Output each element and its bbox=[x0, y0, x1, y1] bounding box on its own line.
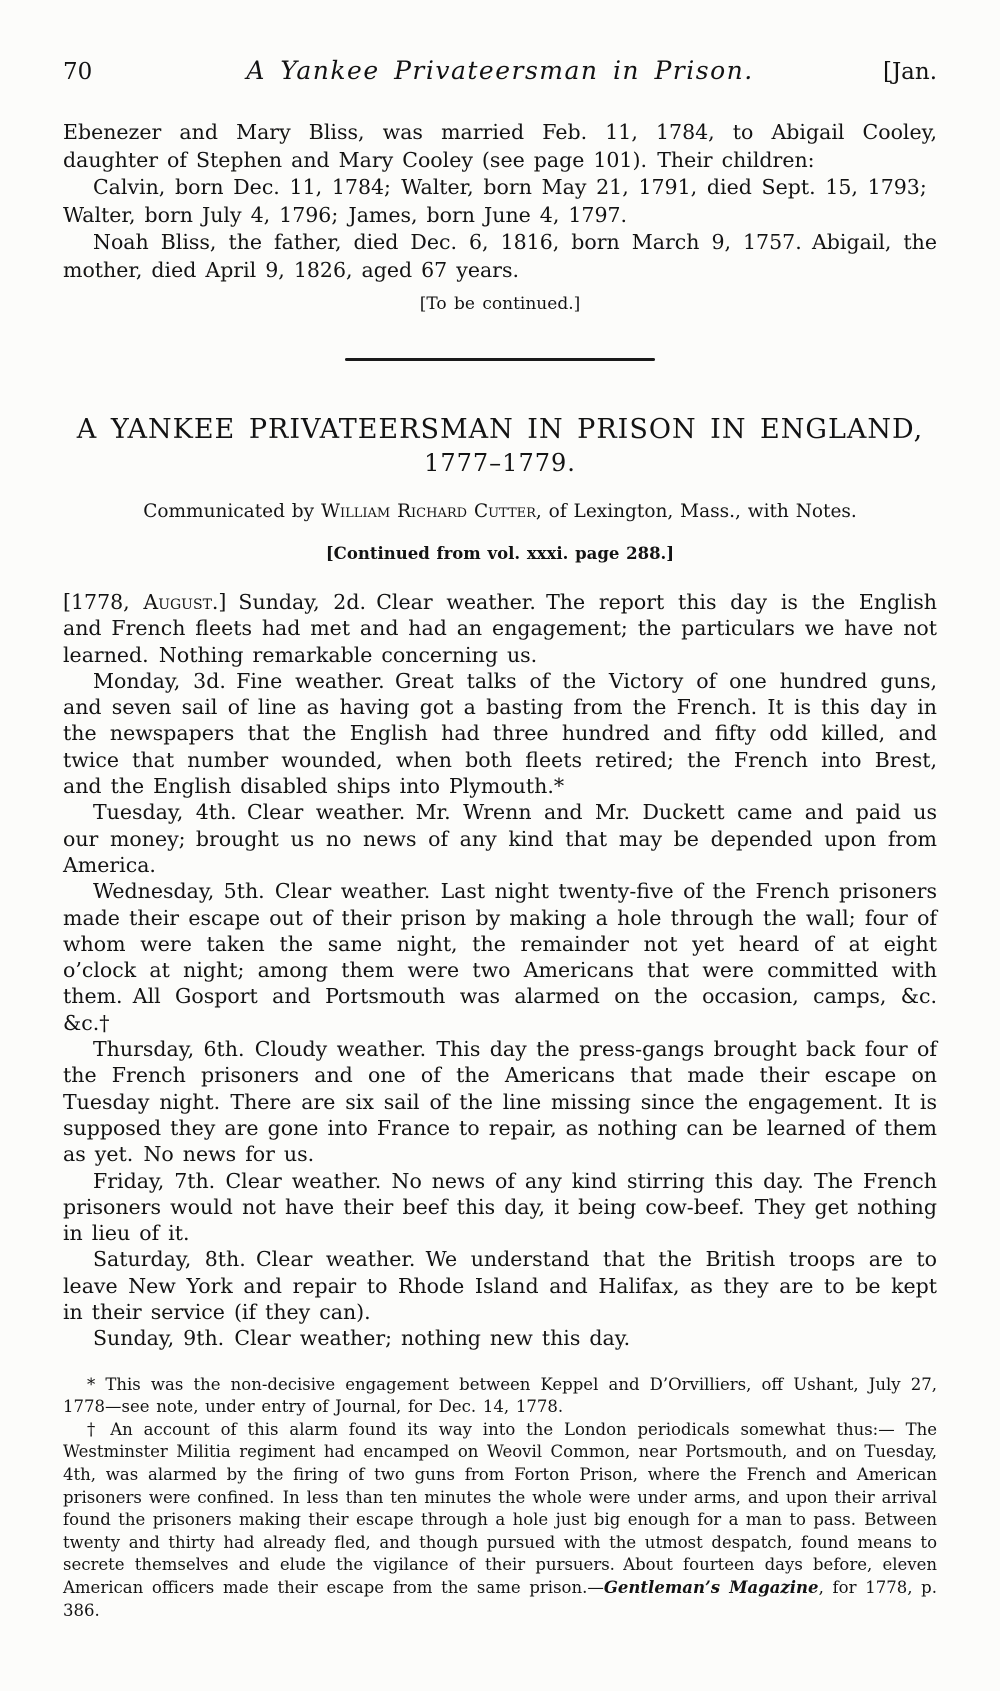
article-title: A YANKEE PRIVATEERSMAN IN PRISON IN ENGLAND, bbox=[76, 414, 924, 445]
entry-date-lead: [1778, August.] bbox=[63, 590, 227, 614]
page-number: 70 bbox=[63, 59, 93, 85]
byline-author-name: William Richard Cutter bbox=[320, 501, 536, 522]
article-subtitle-dates: 1777–1779. bbox=[424, 449, 576, 477]
footnote-dagger bbox=[63, 1419, 937, 1622]
to-be-continued-note: [To be continued.] bbox=[419, 294, 581, 314]
article-byline bbox=[63, 501, 937, 522]
entry-text: Sunday, 2d. Clear weather. The report this day is the English and French fleets had met and had an engagement; the particulars we have not learned. Nothing remarkable concerning us. bbox=[63, 590, 937, 667]
journal-entry-sunday-9th bbox=[63, 1325, 937, 1351]
entry-text: Monday, 3d. Fine weather. Great talks of the Victory of one hundred guns, and seven sail of line as having got a basting from the French. It is this day in the newspapers that the English had three hundred and fifty odd killed, and twice that number wounded, when both fleets retired; the French into Brest, and the English disabled ships into Plymouth.* bbox=[63, 668, 937, 799]
journal-entry-sunday-2d bbox=[63, 589, 937, 668]
journal-entry-tuesday-4th bbox=[63, 799, 937, 878]
entry-text: Thursday, 6th. Cloudy weather. This day the press-gangs brought back four of the French prisoners and one of the Americans that made their escape on Tuesday night. There are six sail of the line missing since the engagement. It is supposed they are gone into France to repair, as nothing can be learned of them as yet. No news for us. bbox=[63, 1037, 937, 1167]
issue-month-label: [Jan. bbox=[882, 59, 937, 85]
section-divider-rule bbox=[345, 358, 655, 361]
journal-entries bbox=[63, 589, 937, 1352]
article bbox=[63, 413, 937, 1352]
journal-entry-monday-3d bbox=[63, 668, 937, 799]
genealogy-continuation bbox=[63, 119, 937, 314]
journal-entry-friday-7th bbox=[63, 1168, 937, 1247]
continued-from-note: [Continued from vol. xxxi. page 288.] bbox=[325, 544, 675, 563]
footnote-citation: Gentleman’s Magazine bbox=[603, 1577, 819, 1597]
footnote-asterisk: * This was the non-decisive engagement between Keppel and D’Orvilliers, off Ushant, July 27, 1778—see note, under entry of Journal, for Dec. 14, 1778. bbox=[63, 1374, 937, 1417]
footnote-text: , for 1778, p. 386. bbox=[63, 1577, 937, 1620]
entry-text: Sunday, 9th. Clear weather; nothing new this day. bbox=[93, 1326, 631, 1351]
entry-text: Wednesday, 5th. Clear weather. Last night twenty-five of the French prisoners made their escape out of their prison by making a hole through the wall; four of whom were taken the same night, the remainder not yet heard of at eight o’clock at night; among them were two Americans that were committed with them. All Gosport and Portsmouth was alarmed on the occasion, camps, &c. &c.† bbox=[63, 879, 937, 1035]
journal-entry-wednesday-5th bbox=[63, 878, 937, 1036]
genealogy-paragraph: Noah Bliss, the father, died Dec. 6, 1816, born March 9, 1757. Abigail, the mother, died April 9, 1826, aged 67 years. bbox=[63, 230, 937, 282]
entry-text: Tuesday, 4th. Clear weather. Mr. Wrenn and Mr. Duckett came and paid us our money; brought us no news of any kind that may be depended upon from America. bbox=[63, 800, 937, 877]
byline-prefix: Communicated by bbox=[143, 501, 321, 522]
footnote-text: † An account of this alarm found its way into the London periodicals somewhat thus:— The Westminster Militia regiment had encamped on Weovil Common, near Portsmouth, and on Tuesday, 4th, was alarmed by the firing of two guns from Forton Prison, where the French and American prisoners were confined. In less than ten minutes the whole were under arms, and upon their arrival found the prisoners making their escape through a hole just big enough for a man to pass. Between twenty and thirty had already fled, and though pursued with the utmost despatch, found means to secrete themselves and elude the vigilance of their pursuers. About fourteen days before, eleven American officers made their escape from the same prison.— bbox=[63, 1419, 937, 1597]
journal-entry-thursday-6th bbox=[63, 1036, 937, 1167]
genealogy-paragraph: Ebenezer and Mary Bliss, was married Feb. 11, 1784, to Abigail Cooley, daughter of Stephen and Mary Cooley (see page 101). Their children: bbox=[63, 120, 937, 172]
byline-suffix: , of Lexington, Mass., with Notes. bbox=[535, 501, 857, 522]
journal-entry-saturday-8th bbox=[63, 1246, 937, 1325]
genealogy-paragraph: Calvin, born Dec. 11, 1784; Walter, born May 21, 1791, died Sept. 15, 1793; Walter, born July 4, 1796; James, born June 4, 1797. bbox=[63, 175, 937, 227]
footnotes bbox=[63, 1374, 937, 1623]
entry-text: Friday, 7th. Clear weather. No news of any kind stirring this day. The French prisoners would not have their beef this day, it being cow-beef. They get nothing in lieu of it. bbox=[63, 1168, 937, 1246]
running-title: A Yankee Privateersman in Prison. bbox=[246, 56, 754, 85]
running-head bbox=[63, 56, 937, 85]
entry-text: Saturday, 8th. Clear weather. We understand that the British troops are to leave New York and repair to Rhode Island and Halifax, as they are to be kept in their service (if they can). bbox=[63, 1247, 937, 1325]
